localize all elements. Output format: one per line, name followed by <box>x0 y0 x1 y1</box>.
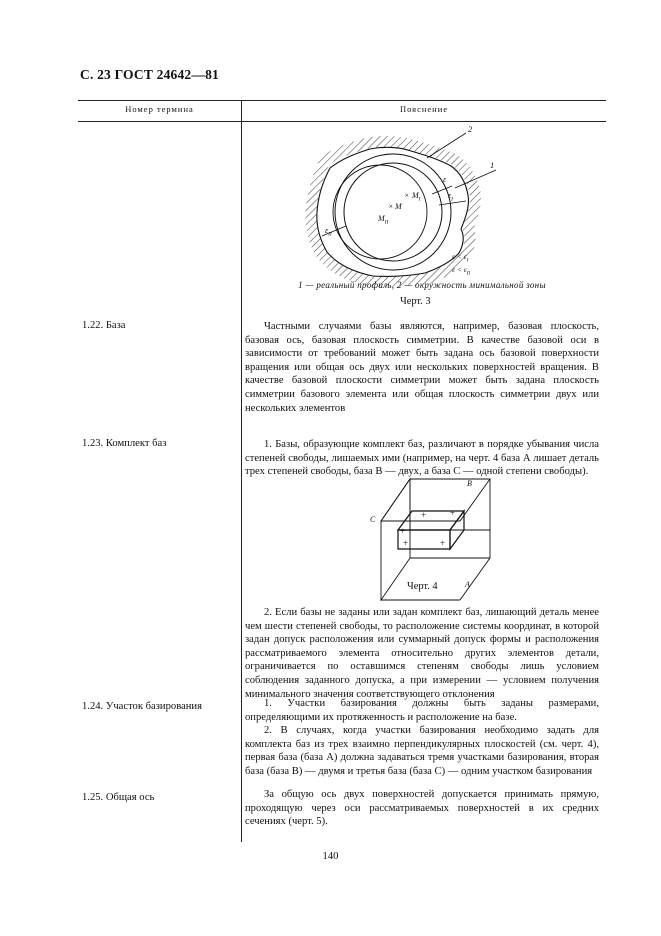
fig3-condition-1: $\varepsilon < \varepsilon_I$ <box>452 252 469 264</box>
fig3-legend: 1 — реальный профиль, 2 — окружность минимальной зоны <box>298 280 546 290</box>
plus-mark-1: + <box>421 510 427 520</box>
fig3-label-epsilon: ε <box>443 175 447 184</box>
fig4-label-b: B <box>467 479 472 488</box>
fig3-label-epsilon-1: $\varepsilon_I$ <box>448 191 453 203</box>
fig4-label-a: A <box>465 580 470 589</box>
edge-bottom-right <box>460 558 490 600</box>
fig3-label-1: 1 <box>490 160 495 170</box>
term-1-24: 1.24. Участок базирования <box>82 701 202 712</box>
plus-mark-5: + <box>400 526 406 536</box>
page-number: 140 <box>322 851 339 862</box>
fig3-label-2: 2 <box>468 124 473 134</box>
page-header: С. 23 ГОСТ 24642—81 <box>80 67 219 82</box>
explanation-1-23-part-1: 1. Базы, образующие комплект баз, различают в порядке убывания числа степеней свободы, лишаемых ими (например, на черт. 4 база А лишает деталь трех степеней свободы, база В — двух, а база С — одной степени свободы). <box>245 439 599 478</box>
explanation-1-22: Частными случаями базы являются, например, базовая плоскость, базовая ось, базовая плоскость симметрии. В качестве базовой оси в зависимости от требований может быть задана ось базовой поверхности вращения или общая ось двух или нескольких поверхностей вращения. В качестве базовой плоскости симметрии может быть задана плоскость симметрии базового элемента или общая плоскость симметрии двух или нескольких элементов <box>245 321 599 414</box>
center-marker-m1: × <box>404 191 410 200</box>
fig3-label-epsilon-2: $\varepsilon_{II}$ <box>325 226 332 238</box>
explanation-1-24-part-1: 1. Участки базирования должны быть заданы размерами, определяющими их протяженность и расположение на базе. <box>245 698 599 723</box>
fig3-condition-2: $\varepsilon < \varepsilon_{II}$ <box>452 264 471 276</box>
explanation-1-24-part-2: 2. В случаях, когда участки базирования необходимо задать для комплекта баз из трех взаимно перпендикулярных плоскостей (см. черт. 4), первая база (база А) должна задаваться тремя участками базирования, вторая база (база В) — двумя и третья база (база С) — одним участком базирования <box>245 725 599 777</box>
term-1-25: 1.25. Общая ось <box>82 792 155 803</box>
fig3-label-m1: $M_I$ <box>412 191 421 203</box>
fig3-caption: Черт. 3 <box>400 296 431 307</box>
fig3-label-m2: $M_{II}$ <box>378 214 389 226</box>
column-header-term-number: Номер термина <box>125 104 194 114</box>
base-plane-b <box>410 479 490 530</box>
fig4-caption: Черт. 4 <box>407 581 438 592</box>
term-1-22: 1.22. База <box>82 320 126 331</box>
center-marker-m: × <box>388 202 394 211</box>
fig3-label-m: M <box>395 202 402 211</box>
term-1-23: 1.23. Комплект баз <box>82 438 167 449</box>
column-header-explanation: Пояснение <box>399 104 449 114</box>
plus-mark-4: + <box>440 538 446 548</box>
plus-mark-2: + <box>450 508 456 518</box>
plus-mark-3: + <box>403 538 409 548</box>
explanation-1-23-part-2: 2. Если базы не заданы или задан комплект баз, лишающий деталь менее чем шести степеней свободы, то расположение системы координат, в которой задан допуск расположения или суммарный допуск формы и расположения рассматриваемого элемента относительно других элементов детали, ограничивается по оставшимся степеням свободы лишь условием соблюдения заданного допуска, а при измерении — условием получения минимального значения соответствующего отклонения <box>245 607 599 700</box>
fig4-label-c: C <box>370 515 376 524</box>
explanation-1-25: За общую ось двух поверхностей допускается принимать прямую, проходящую через оси рассматриваемых поверхностей в их средних сечениях (черт. 5). <box>245 789 599 828</box>
base-plane-a <box>381 479 490 521</box>
